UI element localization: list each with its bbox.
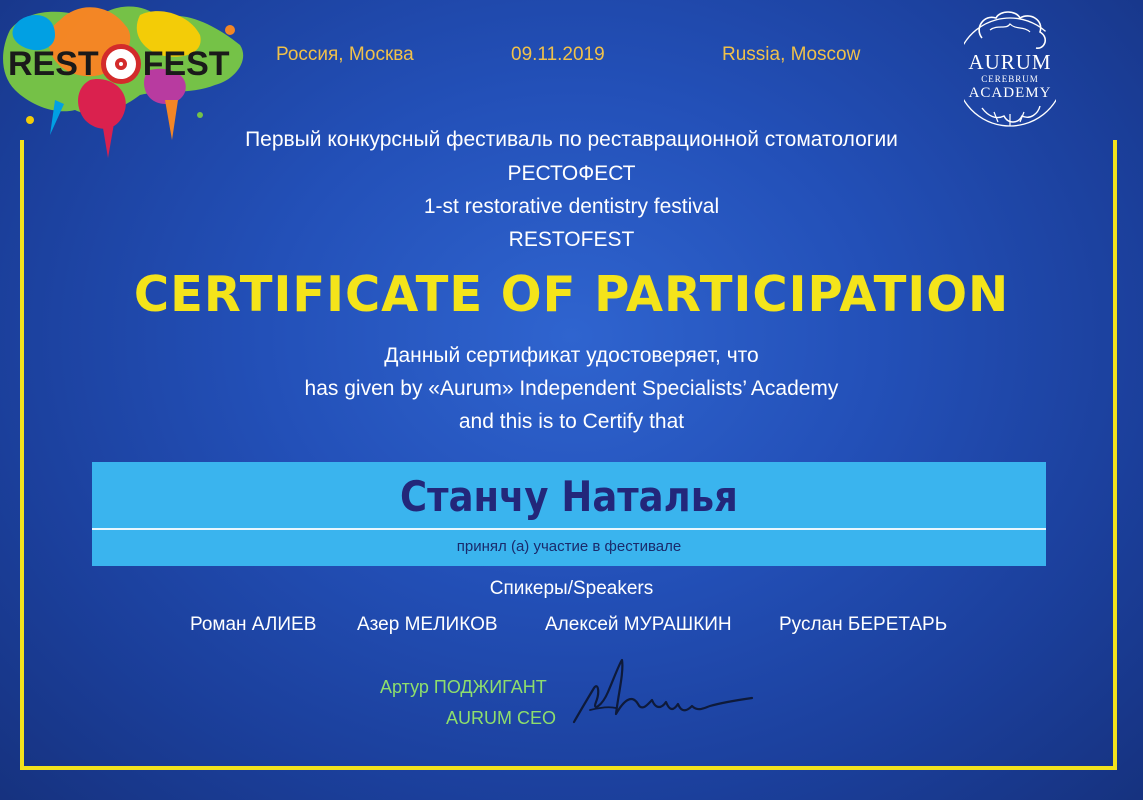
frame-bottom-border (20, 766, 1117, 770)
city-en: Russia, Moscow (722, 44, 861, 65)
speaker-name: Роман АЛИЕВ (190, 614, 317, 635)
speakers-heading: Спикеры/Speakers (489, 578, 654, 599)
ceo-name: Артур ПОДЖИГАНТ (380, 677, 547, 697)
aurum-academy-logo (950, 8, 1070, 136)
logo-text-left: REST (8, 44, 99, 83)
festival-name-en: 1-st restorative dentistry festival (423, 195, 720, 218)
speaker-name: Алексей МУРАШКИН (545, 614, 732, 635)
recipient-band (92, 462, 1046, 566)
certify-line-academy: has given by «Aurum» Independent Specialists’ Academy (304, 377, 839, 400)
ceo-signature (568, 648, 758, 738)
ceo-title: AURUM CEO (446, 708, 557, 728)
speaker-name: Руслан БЕРЕТАРЬ (779, 614, 948, 635)
certify-line-ru: Данный сертификат удостоверяет, что (384, 344, 759, 367)
certify-line-en: and this is to Certify that (458, 410, 685, 433)
festival-short-en: RESTOFEST (508, 228, 635, 251)
logo-text-right: FEST (142, 44, 230, 83)
participation-text: принял (а) участие в фестивале (456, 538, 682, 555)
name-divider (92, 528, 1046, 530)
city-ru: Россия, Москва (276, 44, 414, 65)
certificate-title (0, 266, 1143, 323)
restofest-wordmark (8, 42, 230, 86)
academy-name: AURUM (968, 50, 1052, 74)
certificate-title-text: CERTIFICATE OF PARTICIPATION (133, 266, 1010, 323)
festival-name-ru: Первый конкурсный фестиваль по реставрационной стоматологии (245, 128, 898, 151)
festival-short-ru: РЕСТОФЕСТ (507, 162, 636, 185)
event-date: 09.11.2019 (511, 44, 605, 65)
recipient-name-text: Станчу Наталья (400, 472, 738, 521)
academy-word: ACADEMY (968, 85, 1052, 101)
target-icon (101, 44, 141, 84)
recipient-name (92, 472, 1046, 521)
speaker-name: Азер МЕЛИКОВ (357, 614, 498, 635)
academy-sub: CEREBRUM (981, 74, 1039, 84)
